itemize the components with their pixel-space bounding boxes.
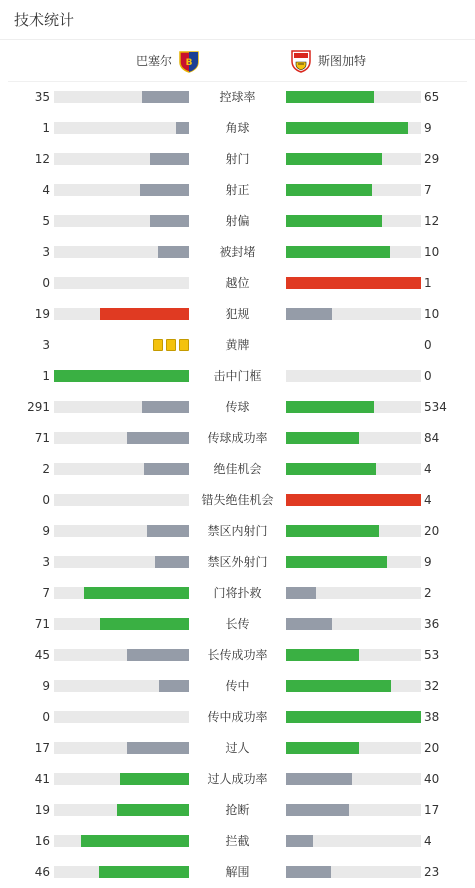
stat-row <box>0 237 475 268</box>
stat-row <box>0 423 475 454</box>
home-value: 1 <box>42 121 50 135</box>
stat-row <box>0 82 475 113</box>
stat-label: 越位 <box>225 276 250 290</box>
away-bar-fill <box>286 618 332 630</box>
home-bar-fill <box>159 680 189 692</box>
away-bar-fill <box>286 153 382 165</box>
home-bar-track <box>54 432 189 444</box>
away-bar-track <box>286 246 421 258</box>
home-value: 2 <box>42 462 50 476</box>
away-bar-track <box>286 463 421 475</box>
stat-label: 绝佳机会 <box>213 462 262 476</box>
home-value: 9 <box>42 524 50 538</box>
stat-row <box>0 702 475 733</box>
home-bar-fill <box>127 432 189 444</box>
home-bar-track <box>54 773 189 785</box>
away-bar-track <box>286 184 421 196</box>
basel-crest-icon <box>178 49 200 73</box>
yellow-card-icon <box>153 339 163 351</box>
away-bar-track <box>286 711 421 723</box>
away-value: 2 <box>424 586 432 600</box>
away-bar-track <box>286 804 421 816</box>
stat-row <box>0 516 475 547</box>
stat-label: 控球率 <box>219 90 256 104</box>
away-bar-track <box>286 370 421 382</box>
away-value: 1 <box>424 276 432 290</box>
home-bar-fill <box>155 556 189 568</box>
home-bar-fill <box>140 184 189 196</box>
away-bar-track <box>286 494 421 506</box>
away-bar-track <box>286 153 421 165</box>
stat-label: 禁区内射门 <box>207 524 268 538</box>
away-value: 10 <box>424 245 440 259</box>
stat-label: 角球 <box>225 121 250 135</box>
home-bar-track <box>54 742 189 754</box>
home-value: 5 <box>42 214 50 228</box>
home-value: 0 <box>42 493 50 507</box>
stat-label: 过人成功率 <box>207 772 268 786</box>
stat-label: 门将扑救 <box>213 586 262 600</box>
stat-row <box>0 826 475 857</box>
home-value: 0 <box>42 276 50 290</box>
away-value: 20 <box>424 741 440 755</box>
home-bar-fill <box>158 246 189 258</box>
away-value: 9 <box>424 555 432 569</box>
home-bar-fill <box>117 804 189 816</box>
away-bar-track <box>286 742 421 754</box>
stat-row <box>0 795 475 826</box>
stat-label: 传中成功率 <box>207 710 268 724</box>
stat-row <box>0 299 475 330</box>
svg-text:B: B <box>185 57 193 68</box>
away-bar-fill <box>286 91 374 103</box>
stats-list <box>0 82 475 888</box>
away-bar-track <box>286 432 421 444</box>
home-bar-track <box>54 184 189 196</box>
away-bar-track <box>286 525 421 537</box>
away-bar-fill <box>286 711 421 723</box>
home-value: 0 <box>42 710 50 724</box>
home-bar-fill <box>100 308 189 320</box>
page-title: 技术统计 <box>14 11 75 29</box>
away-bar-fill <box>286 122 408 134</box>
away-bar-track <box>286 277 421 289</box>
home-bar-track <box>54 525 189 537</box>
stat-row <box>0 547 475 578</box>
away-bar-fill <box>286 463 376 475</box>
stat-row <box>0 206 475 237</box>
away-bar-fill <box>286 835 313 847</box>
home-bar-fill <box>100 618 189 630</box>
stat-row <box>0 175 475 206</box>
stat-label: 传球成功率 <box>207 431 268 445</box>
away-value: 53 <box>424 648 440 662</box>
home-value: 3 <box>42 338 50 352</box>
away-bar-track <box>286 587 421 599</box>
home-bar-track <box>54 308 189 320</box>
away-value: 23 <box>424 865 440 879</box>
header <box>0 0 475 40</box>
away-bar-fill <box>286 804 349 816</box>
away-bar-track <box>286 308 421 320</box>
stat-label: 抢断 <box>225 803 250 817</box>
home-value: 35 <box>34 90 50 104</box>
home-bar-track <box>54 401 189 413</box>
home-bar-fill <box>142 401 189 413</box>
away-bar-fill <box>286 649 359 661</box>
stat-label: 射正 <box>225 183 250 197</box>
stat-row <box>0 485 475 516</box>
away-value: 20 <box>424 524 440 538</box>
home-bar-track <box>54 618 189 630</box>
stat-label: 禁区外射门 <box>207 555 268 569</box>
away-bar-track <box>286 215 421 227</box>
away-value: 32 <box>424 679 440 693</box>
home-value: 7 <box>42 586 50 600</box>
home-value: 71 <box>34 431 50 445</box>
away-team[interactable] <box>290 49 366 73</box>
stat-row <box>0 454 475 485</box>
yellow-card-icon <box>179 339 189 351</box>
stat-row <box>0 609 475 640</box>
away-value: 10 <box>424 307 440 321</box>
away-value: 40 <box>424 772 440 786</box>
away-bar-fill <box>286 401 374 413</box>
home-bar-track <box>54 494 189 506</box>
home-bar-track <box>54 246 189 258</box>
home-value: 9 <box>42 679 50 693</box>
home-yellow-cards <box>153 339 189 351</box>
away-bar-track <box>286 866 421 878</box>
home-bar-fill <box>150 153 189 165</box>
stat-row <box>0 361 475 392</box>
stat-label: 黄牌 <box>225 338 250 352</box>
home-bar-track <box>54 153 189 165</box>
stat-label: 拦截 <box>225 834 250 848</box>
home-value: 19 <box>34 803 50 817</box>
home-value: 19 <box>34 307 50 321</box>
home-bar-track <box>54 649 189 661</box>
away-bar-fill <box>286 215 382 227</box>
stat-row <box>0 268 475 299</box>
home-value: 46 <box>34 865 50 879</box>
home-bar-track <box>54 277 189 289</box>
yellow-card-icon <box>166 339 176 351</box>
stuttgart-crest-icon <box>290 49 312 73</box>
away-bar-track <box>286 401 421 413</box>
away-bar-fill <box>286 680 391 692</box>
stat-row <box>0 578 475 609</box>
stat-row <box>0 392 475 423</box>
home-bar-fill <box>120 773 189 785</box>
stat-label: 犯规 <box>225 307 250 321</box>
home-bar-fill <box>54 370 189 382</box>
away-bar-fill <box>286 525 379 537</box>
home-team[interactable] <box>136 49 200 73</box>
home-bar-fill <box>147 525 189 537</box>
stat-label: 错失绝佳机会 <box>201 493 274 507</box>
home-value: 17 <box>34 741 50 755</box>
home-bar-track <box>54 91 189 103</box>
away-value: 12 <box>424 214 440 228</box>
home-bar-track <box>54 680 189 692</box>
away-bar-track <box>286 122 421 134</box>
home-bar-fill <box>127 742 189 754</box>
home-bar-track <box>54 866 189 878</box>
away-bar-fill <box>286 184 372 196</box>
away-bar-fill <box>286 432 359 444</box>
away-bar-track <box>286 556 421 568</box>
home-bar-fill <box>144 463 189 475</box>
away-bar-fill <box>286 277 421 289</box>
stat-row <box>0 857 475 888</box>
away-value: 36 <box>424 617 440 631</box>
away-value: 65 <box>424 90 440 104</box>
away-bar-track <box>286 649 421 661</box>
home-value: 4 <box>42 183 50 197</box>
stat-row <box>0 113 475 144</box>
stat-label: 传球 <box>225 400 250 414</box>
away-value: 38 <box>424 710 440 724</box>
stat-row <box>0 764 475 795</box>
away-value: 4 <box>424 834 432 848</box>
home-team-name: 巴塞尔 <box>135 54 172 68</box>
home-value: 3 <box>42 245 50 259</box>
away-bar-fill <box>286 866 331 878</box>
home-value: 12 <box>34 152 50 166</box>
stat-row <box>0 640 475 671</box>
stat-row <box>0 144 475 175</box>
away-value: 4 <box>424 462 432 476</box>
away-value: 7 <box>424 183 432 197</box>
stat-label: 过人 <box>225 741 250 755</box>
away-bar-fill <box>286 246 390 258</box>
away-bar-fill <box>286 308 332 320</box>
home-value: 16 <box>34 834 50 848</box>
home-value: 1 <box>42 369 50 383</box>
stat-label: 长传 <box>225 617 250 631</box>
away-bar-track <box>286 680 421 692</box>
home-bar-track <box>54 587 189 599</box>
home-bar-track <box>54 835 189 847</box>
away-bar-fill <box>286 494 421 506</box>
home-value: 291 <box>27 400 50 414</box>
home-bar-track <box>54 122 189 134</box>
away-bar-track <box>286 618 421 630</box>
home-bar-track <box>54 804 189 816</box>
stat-label: 被封堵 <box>219 245 256 259</box>
away-bar-track <box>286 91 421 103</box>
home-bar-track <box>54 556 189 568</box>
away-value: 534 <box>424 400 447 414</box>
home-bar-fill <box>84 587 189 599</box>
away-bar-track <box>286 835 421 847</box>
home-value: 41 <box>34 772 50 786</box>
away-bar-fill <box>286 773 352 785</box>
away-bar-fill <box>286 587 316 599</box>
home-bar-track <box>54 215 189 227</box>
stat-label: 射偏 <box>225 214 250 228</box>
home-bar-track <box>54 711 189 723</box>
home-bar-fill <box>176 122 190 134</box>
teams-header <box>8 40 467 82</box>
home-value: 45 <box>34 648 50 662</box>
away-team-name: 斯图加特 <box>318 54 367 68</box>
stat-label: 解围 <box>225 865 250 879</box>
away-bar-fill <box>286 556 387 568</box>
away-value: 4 <box>424 493 432 507</box>
stat-label: 射门 <box>225 152 250 166</box>
away-value: 0 <box>424 338 432 352</box>
away-value: 17 <box>424 803 440 817</box>
stat-label: 传中 <box>225 679 250 693</box>
away-bar-track <box>286 773 421 785</box>
away-value: 29 <box>424 152 440 166</box>
stat-label: 击中门框 <box>213 369 262 383</box>
away-value: 84 <box>424 431 440 445</box>
home-bar-fill <box>99 866 189 878</box>
stat-row <box>0 330 475 361</box>
stat-label: 长传成功率 <box>207 648 268 662</box>
home-bar-fill <box>142 91 189 103</box>
home-bar-track <box>54 370 189 382</box>
home-value: 71 <box>34 617 50 631</box>
home-bar-fill <box>127 649 189 661</box>
away-value: 9 <box>424 121 432 135</box>
home-bar-fill <box>150 215 189 227</box>
stat-row <box>0 733 475 764</box>
home-value: 3 <box>42 555 50 569</box>
away-value: 0 <box>424 369 432 383</box>
home-bar-track <box>54 463 189 475</box>
stat-row <box>0 671 475 702</box>
home-bar-fill <box>81 835 189 847</box>
away-bar-fill <box>286 742 359 754</box>
